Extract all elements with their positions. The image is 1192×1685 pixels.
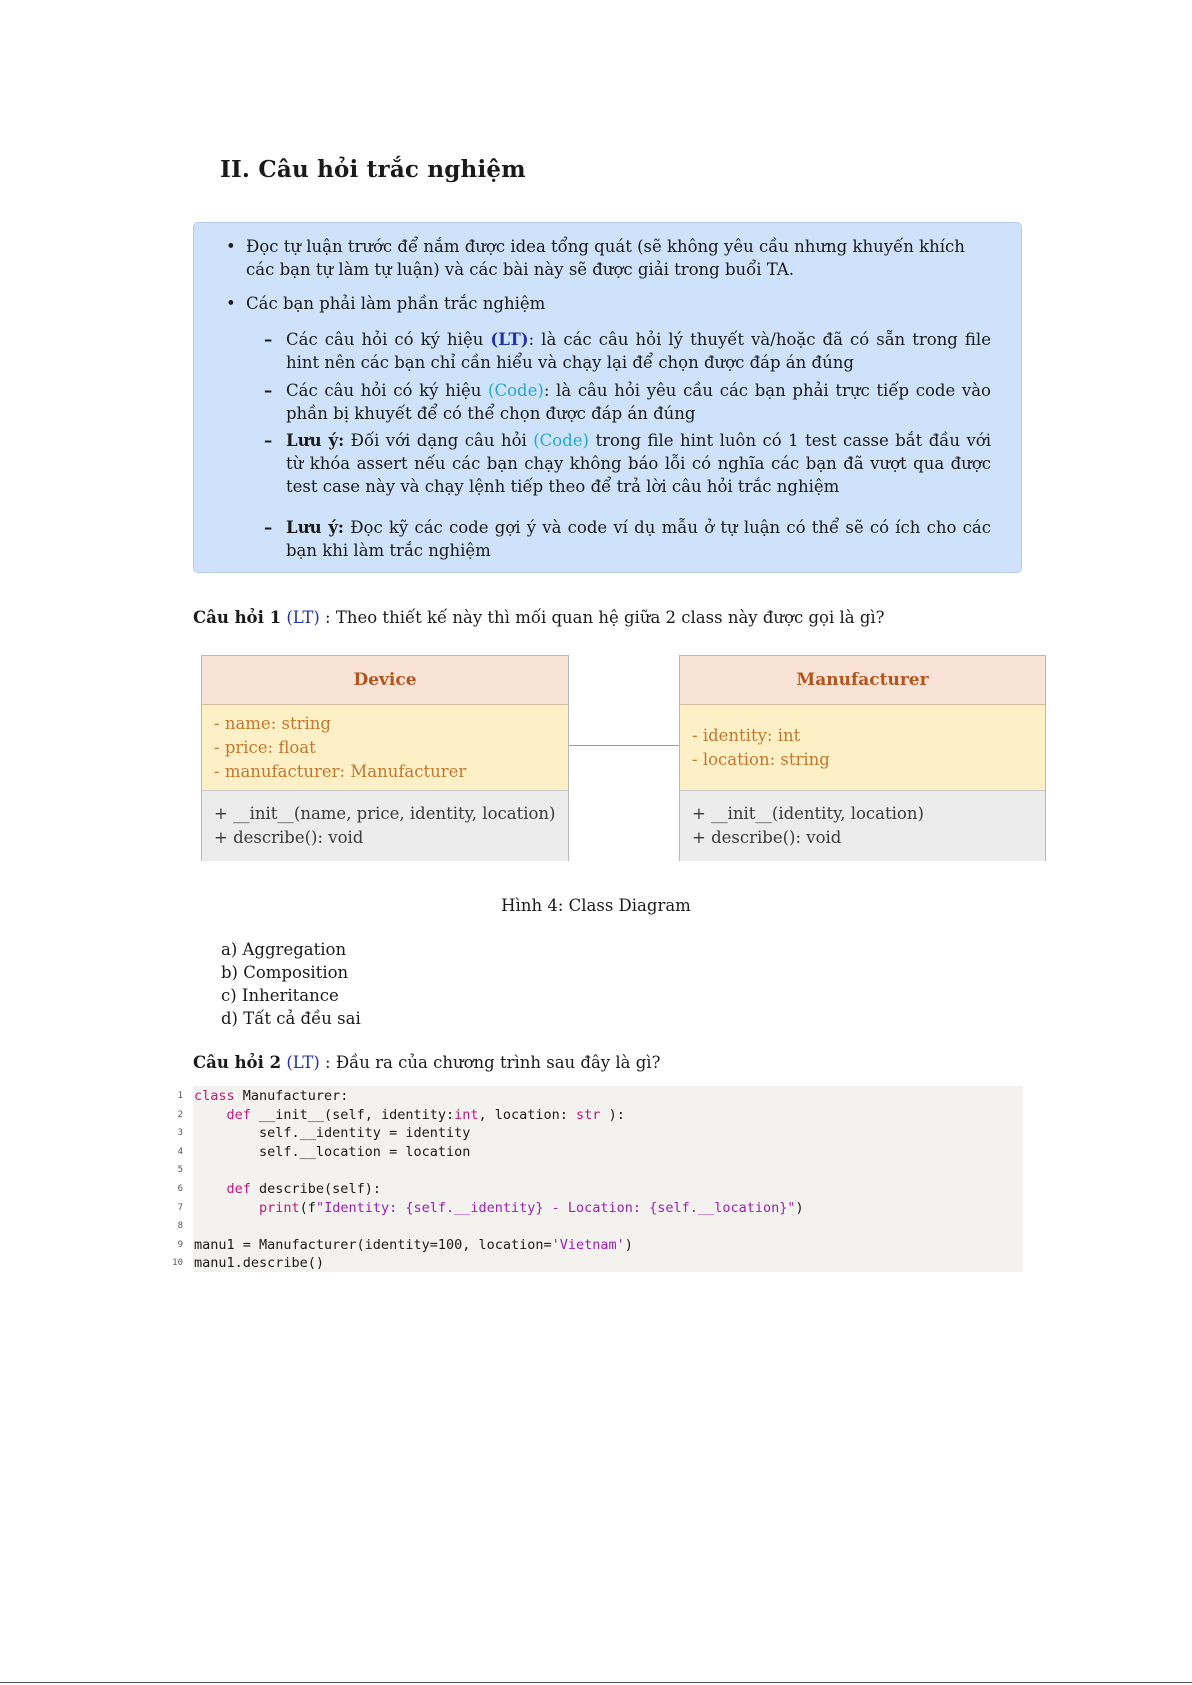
answer-options	[221, 938, 361, 1030]
code-line	[177, 1087, 1023, 1106]
code-listing	[172, 1086, 1023, 1272]
line-number: 6	[177, 1183, 183, 1194]
bullet-read-essay	[226, 235, 991, 281]
lt-tag: (LT)	[286, 1053, 320, 1072]
question-text: : Đầu ra của chương trình sau đây là gì?	[319, 1053, 661, 1072]
attribute: - identity: int	[692, 725, 801, 745]
class-methods	[202, 791, 568, 861]
sub-text: Các câu hỏi có ký hiệu	[286, 330, 491, 349]
device-class-box	[201, 655, 569, 861]
code-text: self.__location = location	[194, 1143, 471, 1160]
code-text: Manufacturer:	[234, 1088, 349, 1104]
line-number: 5	[177, 1165, 183, 1176]
line-number: 1	[177, 1091, 183, 1101]
lt-tag: (LT)	[286, 608, 320, 627]
sub-item-note-assert	[264, 429, 991, 498]
note-label: Lưu ý:	[286, 431, 345, 450]
code-text: )	[624, 1236, 633, 1253]
instructions-box	[193, 222, 1022, 573]
code-string: 'Vietnam'	[551, 1236, 625, 1253]
code-text: describe(self):	[250, 1180, 381, 1197]
question-label: Câu hỏi 1	[193, 608, 282, 627]
line-number: 10	[172, 1258, 183, 1269]
method: + __init__(identity, location)	[692, 804, 924, 823]
sub-item-note-read	[264, 516, 991, 562]
dash-icon: –	[264, 431, 273, 450]
association-line	[569, 745, 679, 746]
code-keyword: int	[454, 1106, 479, 1123]
sub-text: Các câu hỏi có ký hiệu	[286, 381, 489, 400]
line-number: 3	[177, 1128, 183, 1139]
bullet-icon: •	[226, 237, 236, 256]
code-keyword: print	[259, 1199, 300, 1216]
code-text: self.__identity = identity	[194, 1125, 471, 1142]
code-text: , location:	[478, 1106, 577, 1123]
code-line	[177, 1106, 1023, 1125]
option-d: d) Tất cả đều sai	[221, 1009, 361, 1028]
attribute: - name: string	[214, 713, 331, 733]
page-bottom-rule	[0, 1682, 1192, 1683]
code-line	[177, 1180, 1023, 1199]
question-1	[193, 608, 885, 627]
code-keyword: def	[226, 1106, 251, 1123]
code-line	[177, 1124, 1023, 1143]
method: + __init__(name, price, identity, location)	[214, 804, 556, 823]
line-number: 4	[177, 1146, 183, 1157]
code-line	[177, 1236, 1023, 1255]
code-keyword: class	[194, 1088, 235, 1104]
attribute: - manufacturer: Manufacturer	[214, 761, 467, 781]
code-keyword: str	[576, 1106, 601, 1123]
code-text: ):	[600, 1106, 625, 1123]
code-line	[177, 1217, 1023, 1236]
class-methods	[680, 791, 1045, 861]
code-text: manu1.describe()	[194, 1255, 325, 1272]
method: + describe(): void	[214, 828, 364, 847]
code-tag: (Code)	[533, 431, 589, 450]
sub-text: : là các câu hỏi lý thuyết và/hoặc đã có sẵn trong file hint nên các bạn chỉ cần hiểu và chạy lại để chọn được đáp án đúng	[286, 330, 991, 372]
option-a: a) Aggregation	[221, 940, 347, 959]
code-line	[172, 1254, 1023, 1273]
option-c: c) Inheritance	[221, 986, 339, 1005]
class-attributes	[202, 705, 568, 791]
code-text: )	[795, 1199, 804, 1216]
code-line	[177, 1161, 1023, 1180]
attribute: - price: float	[214, 737, 316, 757]
sub-text: trong file hint luôn có 1 test casse bắt đầu với từ khóa assert nếu các bạn chạy không báo lỗi có nghĩa các bạn đã vượt qua được test case này và chạy lệnh tiếp theo để trả lời câu hỏi trắc nghiệm	[286, 431, 991, 496]
method: + describe(): void	[692, 828, 842, 847]
bullet-icon: •	[226, 294, 236, 313]
code-keyword: def	[226, 1180, 251, 1197]
dash-icon: –	[264, 381, 273, 400]
line-number: 7	[177, 1202, 183, 1213]
option-b: b) Composition	[221, 963, 349, 982]
dash-icon: –	[264, 518, 273, 537]
question-2	[193, 1053, 660, 1072]
line-number: 9	[177, 1239, 183, 1250]
lt-tag: (LT)	[490, 330, 529, 349]
code-line	[177, 1199, 1023, 1218]
question-label: Câu hỏi 2	[193, 1053, 282, 1072]
note-label: Lưu ý:	[286, 518, 344, 537]
sub-item-lt	[264, 328, 991, 374]
dash-icon: –	[264, 330, 273, 349]
bullet-text: Các bạn phải làm phần trắc nghiệm	[246, 294, 546, 313]
sub-text: : là câu hỏi yêu cầu các bạn phải trực tiếp code vào phần bị khuyết để có thể chọn được đáp án đúng	[286, 381, 991, 423]
code-text: __init__(self, identity:	[250, 1106, 455, 1123]
question-text: : Theo thiết kế này thì mối quan hệ giữa 2 class này được gọi là gì?	[319, 608, 885, 627]
line-number: 8	[177, 1221, 183, 1232]
section-title: II. Câu hỏi trắc nghiệm	[220, 156, 526, 183]
class-name: Device	[202, 656, 568, 705]
figure-caption: Hình 4: Class Diagram	[501, 896, 691, 915]
manufacturer-class-box	[679, 655, 1046, 861]
code-string: "Identity: {self.__identity} - Location: {self.__location}"	[315, 1199, 796, 1216]
class-attributes	[680, 705, 1045, 791]
sub-item-code	[264, 379, 991, 425]
attribute: - location: string	[692, 749, 830, 769]
code-text: manu1 = Manufacturer(identity=100, location=	[194, 1236, 552, 1253]
bullet-text: Đọc tự luận trước để nắm được idea tổng quát (sẽ không yêu cầu nhưng khuyến khích các bạn tự làm tự luận) và các bài này sẽ được giải trong buổi TA.	[246, 237, 965, 279]
code-indent	[194, 1181, 227, 1197]
code-line	[177, 1143, 1023, 1162]
class-name: Manufacturer	[680, 656, 1045, 705]
line-number: 2	[177, 1109, 183, 1120]
code-indent	[194, 1200, 259, 1216]
code-indent	[194, 1107, 227, 1123]
sub-text: Đối với dạng câu hỏi	[344, 431, 534, 450]
code-text: (f	[299, 1199, 316, 1216]
bullet-multiple-choice	[226, 292, 991, 315]
code-tag: (Code)	[488, 381, 544, 400]
sub-text: Đọc kỹ các code gợi ý và code ví dụ mẫu ở tự luận có thể sẽ có ích cho các bạn khi làm trắc nghiệm	[286, 518, 991, 560]
